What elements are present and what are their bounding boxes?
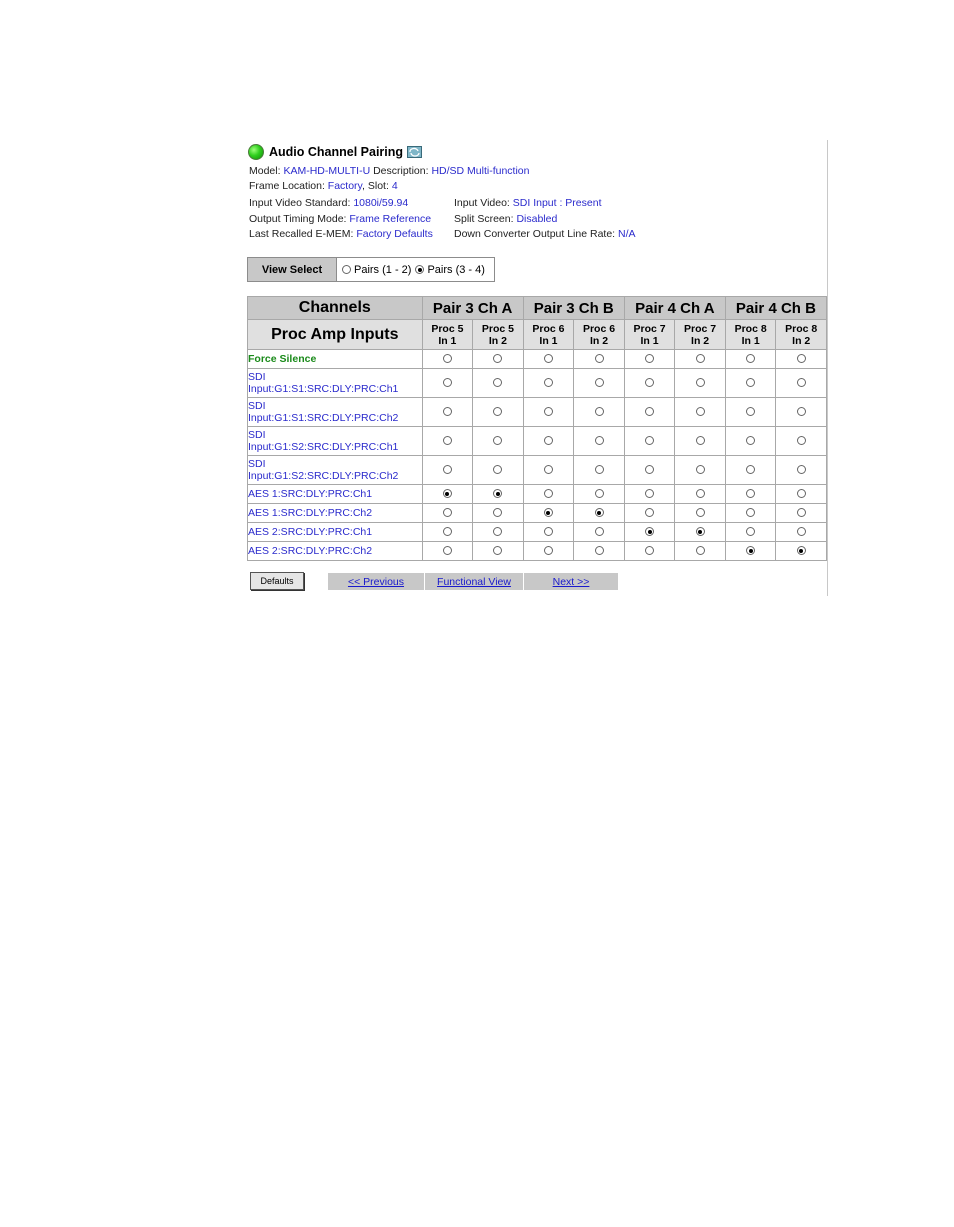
proc-header-row	[248, 320, 827, 350]
view-option-label: Pairs (3 - 4)	[427, 263, 485, 276]
pairing-cell	[624, 542, 675, 561]
pairing-cell	[574, 504, 625, 523]
pair-header: Pair 4 Ch A	[624, 297, 725, 320]
pairing-cell	[473, 523, 524, 542]
pairing-radio[interactable]	[797, 407, 806, 416]
pairing-cell	[422, 542, 473, 561]
pairing-radio[interactable]	[443, 378, 452, 387]
pair-header: Pair 3 Ch B	[523, 297, 624, 320]
pairing-radio[interactable]	[746, 465, 755, 474]
proc-input-header: Proc 8 In 1	[725, 320, 776, 350]
pairing-radio[interactable]	[595, 527, 604, 536]
proc-input-header: Proc 5 In 2	[473, 320, 524, 350]
pairing-cell	[675, 350, 726, 369]
pairing-radio[interactable]	[696, 508, 705, 517]
source-label: SDI Input:G1:S1:SRC:DLY:PRC:Ch2	[248, 398, 423, 427]
pairing-cell	[574, 485, 625, 504]
pairing-radio[interactable]	[746, 378, 755, 387]
view-select-option[interactable]	[415, 264, 484, 276]
pairing-cell	[725, 523, 776, 542]
pairing-radio[interactable]	[443, 436, 452, 445]
pairing-radio[interactable]	[544, 508, 553, 517]
pairing-radio[interactable]	[746, 436, 755, 445]
split-screen-line: Split Screen: Disabled	[454, 213, 558, 225]
source-label: AES 1:SRC:DLY:PRC:Ch2	[248, 504, 423, 523]
proc-input-header: Proc 5 In 1	[422, 320, 473, 350]
pairing-cell	[776, 456, 827, 485]
pairing-cell	[725, 350, 776, 369]
pairing-radio[interactable]	[493, 436, 502, 445]
pairing-cell	[422, 369, 473, 398]
next-link[interactable]: Next >>	[552, 575, 590, 588]
view-select-option[interactable]	[342, 264, 411, 276]
table-row	[248, 369, 827, 398]
pairing-radio[interactable]	[696, 546, 705, 555]
pairing-radio[interactable]	[443, 546, 452, 555]
pair-header-row	[248, 297, 827, 320]
pairing-radio[interactable]	[645, 546, 654, 555]
pairing-cell	[473, 542, 524, 561]
pairing-cell	[725, 485, 776, 504]
input-video-standard-line: Input Video Standard: 1080i/59.94	[249, 197, 409, 209]
pairing-radio[interactable]	[544, 354, 553, 363]
pairing-cell	[574, 427, 625, 456]
pairing-radio[interactable]	[443, 465, 452, 474]
pairing-radio[interactable]	[493, 508, 502, 517]
source-label: AES 2:SRC:DLY:PRC:Ch2	[248, 542, 423, 561]
pairing-radio[interactable]	[595, 407, 604, 416]
view-select-label: View Select	[248, 258, 337, 281]
pairing-cell	[675, 398, 726, 427]
pairing-cell	[523, 398, 574, 427]
pairing-cell	[523, 456, 574, 485]
pairing-radio[interactable]	[595, 546, 604, 555]
pairing-radio[interactable]	[746, 407, 755, 416]
pairing-cell	[624, 504, 675, 523]
pairing-cell	[523, 350, 574, 369]
pairing-cell	[675, 485, 726, 504]
pairing-cell	[422, 427, 473, 456]
pairing-radio[interactable]	[797, 527, 806, 536]
pairing-cell	[776, 542, 827, 561]
table-row	[248, 456, 827, 485]
down-converter-value: N/A	[618, 228, 636, 240]
pairing-cell	[725, 456, 776, 485]
pairing-radio[interactable]	[797, 465, 806, 474]
proc-input-header: Proc 8 In 2	[776, 320, 827, 350]
pairing-radio[interactable]	[696, 465, 705, 474]
pairing-radio[interactable]	[696, 354, 705, 363]
slot-value: 4	[391, 180, 398, 192]
pairing-radio[interactable]	[797, 378, 806, 387]
pairing-radio[interactable]	[696, 407, 705, 416]
pairing-radio[interactable]	[645, 378, 654, 387]
pairing-cell	[675, 542, 726, 561]
pairing-radio[interactable]	[493, 465, 502, 474]
pairing-radio[interactable]	[696, 378, 705, 387]
pairing-radio[interactable]	[544, 436, 553, 445]
frame-location-value: Factory	[327, 180, 363, 192]
pairing-cell	[523, 504, 574, 523]
force-silence-label: Force Silence	[248, 350, 423, 369]
pairing-cell	[624, 398, 675, 427]
pairing-radio[interactable]	[797, 489, 806, 498]
pairing-cell	[422, 398, 473, 427]
pairing-radio[interactable]	[797, 436, 806, 445]
pairing-radio[interactable]	[493, 407, 502, 416]
pairing-radio[interactable]	[645, 508, 654, 517]
view-select	[247, 257, 495, 282]
description-value: HD/SD Multi-function	[431, 165, 530, 177]
table-row	[248, 542, 827, 561]
source-label: SDI Input:G1:S1:SRC:DLY:PRC:Ch1	[248, 369, 423, 398]
pairing-radio[interactable]	[746, 489, 755, 498]
pairing-radio[interactable]	[595, 436, 604, 445]
pairing-cell	[776, 523, 827, 542]
pairing-radio[interactable]	[443, 508, 452, 517]
pairing-cell	[473, 398, 524, 427]
pairing-cell	[675, 369, 726, 398]
input-video-value: SDI Input : Present	[512, 197, 602, 209]
pairing-radio[interactable]	[797, 354, 806, 363]
pairing-cell	[624, 456, 675, 485]
pairing-cell	[422, 456, 473, 485]
pairing-radio[interactable]	[645, 436, 654, 445]
pairing-radio[interactable]	[544, 407, 553, 416]
pairing-radio[interactable]	[443, 354, 452, 363]
table-row	[248, 398, 827, 427]
split-screen-value: Disabled	[516, 213, 558, 225]
pairing-cell	[473, 485, 524, 504]
pairing-cell	[776, 398, 827, 427]
pairing-radio[interactable]	[746, 546, 755, 555]
defaults-button[interactable]: Defaults	[250, 572, 304, 590]
pairing-radio[interactable]	[696, 489, 705, 498]
table-row	[248, 427, 827, 456]
output-timing-line: Output Timing Mode: Frame Reference	[249, 213, 432, 225]
pairing-cell	[624, 369, 675, 398]
view-select-options	[337, 258, 485, 281]
pairing-radio[interactable]	[443, 407, 452, 416]
pairing-cell	[776, 485, 827, 504]
pairing-cell	[473, 456, 524, 485]
pairing-cell	[574, 369, 625, 398]
proc-input-header: Proc 7 In 2	[675, 320, 726, 350]
pair-header: Pair 3 Ch A	[422, 297, 523, 320]
pairing-cell	[422, 485, 473, 504]
proc-amp-inputs-header: Proc Amp Inputs	[248, 320, 423, 350]
table-row	[248, 504, 827, 523]
pairing-cell	[574, 523, 625, 542]
source-label: SDI Input:G1:S2:SRC:DLY:PRC:Ch2	[248, 456, 423, 485]
pairing-radio[interactable]	[544, 527, 553, 536]
pairing-cell	[574, 398, 625, 427]
pairing-cell	[473, 427, 524, 456]
pairing-radio[interactable]	[493, 489, 502, 498]
pairing-cell	[523, 542, 574, 561]
pairing-cell	[725, 427, 776, 456]
table-row	[248, 350, 827, 369]
down-converter-line: Down Converter Output Line Rate: N/A	[454, 228, 636, 240]
pairing-radio[interactable]	[493, 354, 502, 363]
proc-input-header: Proc 6 In 1	[523, 320, 574, 350]
pair-header: Pair 4 Ch B	[725, 297, 826, 320]
pairing-radio[interactable]	[645, 354, 654, 363]
model-line: Model: KAM-HD-MULTI-U Description: HD/SD Multi-function	[249, 165, 530, 177]
proc-input-header: Proc 7 In 1	[624, 320, 675, 350]
output-timing-value: Frame Reference	[349, 213, 432, 225]
pairing-cell	[473, 350, 524, 369]
last-emem-line: Last Recalled E-MEM: Factory Defaults	[249, 228, 433, 240]
pairing-radio[interactable]	[595, 378, 604, 387]
pairing-cell	[422, 504, 473, 523]
view-radio[interactable]	[342, 265, 351, 274]
frame-location-line: Frame Location: Factory, Slot: 4	[249, 180, 398, 192]
previous-link[interactable]: << Previous	[328, 573, 425, 590]
status-ok-icon	[248, 144, 264, 160]
pairing-cell	[624, 485, 675, 504]
pairing-radio[interactable]	[746, 527, 755, 536]
pairing-radio[interactable]	[544, 489, 553, 498]
channels-header: Channels	[248, 297, 423, 320]
pairing-cell	[624, 350, 675, 369]
title-row	[248, 143, 422, 161]
pairing-radio[interactable]	[595, 354, 604, 363]
model-value: KAM-HD-MULTI-U	[283, 165, 371, 177]
pairing-radio[interactable]	[696, 527, 705, 536]
pairing-radio[interactable]	[544, 378, 553, 387]
pairing-cell	[574, 542, 625, 561]
pairing-cell	[473, 369, 524, 398]
pairing-radio[interactable]	[645, 489, 654, 498]
pairing-radio[interactable]	[544, 546, 553, 555]
pairing-radio[interactable]	[645, 527, 654, 536]
pairing-radio[interactable]	[696, 436, 705, 445]
pairing-radio[interactable]	[443, 527, 452, 536]
pairing-radio[interactable]	[746, 508, 755, 517]
pairing-radio[interactable]	[797, 546, 806, 555]
pairing-cell	[422, 350, 473, 369]
pairing-cell	[624, 523, 675, 542]
pairing-cell	[776, 427, 827, 456]
pairing-radio[interactable]	[645, 465, 654, 474]
pairing-radio[interactable]	[746, 354, 755, 363]
pairing-cell	[523, 369, 574, 398]
pairing-radio[interactable]	[493, 527, 502, 536]
proc-input-header: Proc 6 In 2	[574, 320, 625, 350]
pairing-cell	[725, 542, 776, 561]
pairing-cell	[523, 485, 574, 504]
pairing-cell	[624, 427, 675, 456]
pairing-cell	[473, 504, 524, 523]
pairing-radio[interactable]	[443, 489, 452, 498]
pairing-cell	[725, 504, 776, 523]
pairing-cell	[675, 504, 726, 523]
pairing-table	[247, 296, 827, 561]
pairing-cell	[725, 398, 776, 427]
input-video-standard-value: 1080i/59.94	[353, 197, 409, 209]
pairing-cell	[523, 523, 574, 542]
pairing-cell	[675, 427, 726, 456]
pairing-cell	[776, 369, 827, 398]
pairing-radio[interactable]	[493, 378, 502, 387]
pairing-cell	[574, 456, 625, 485]
pairing-cell	[422, 523, 473, 542]
refresh-icon[interactable]	[407, 146, 422, 158]
input-video-line: Input Video: SDI Input : Present	[454, 197, 602, 209]
pairing-cell	[675, 523, 726, 542]
pairing-radio[interactable]	[544, 465, 553, 474]
pairing-cell	[776, 350, 827, 369]
pairing-radio[interactable]	[797, 508, 806, 517]
source-label: SDI Input:G1:S2:SRC:DLY:PRC:Ch1	[248, 427, 423, 456]
pairing-cell	[776, 504, 827, 523]
nav-bar	[328, 573, 618, 590]
pairing-cell	[523, 427, 574, 456]
page-title: Audio Channel Pairing	[269, 145, 404, 159]
functional-view-link[interactable]: Functional View	[425, 573, 524, 590]
view-radio[interactable]	[415, 265, 424, 274]
pairing-radio[interactable]	[493, 546, 502, 555]
table-row	[248, 485, 827, 504]
pairing-radio[interactable]	[645, 407, 654, 416]
source-label: AES 2:SRC:DLY:PRC:Ch1	[248, 523, 423, 542]
last-emem-value: Factory Defaults	[356, 228, 433, 240]
source-label: AES 1:SRC:DLY:PRC:Ch1	[248, 485, 423, 504]
view-option-label: Pairs (1 - 2)	[354, 263, 412, 276]
pairing-cell	[725, 369, 776, 398]
pairing-radio[interactable]	[595, 508, 604, 517]
pairing-cell	[574, 350, 625, 369]
pairing-cell	[675, 456, 726, 485]
pairing-radio[interactable]	[595, 489, 604, 498]
pairing-radio[interactable]	[595, 465, 604, 474]
table-row	[248, 523, 827, 542]
audio-channel-pairing-panel	[246, 140, 829, 596]
